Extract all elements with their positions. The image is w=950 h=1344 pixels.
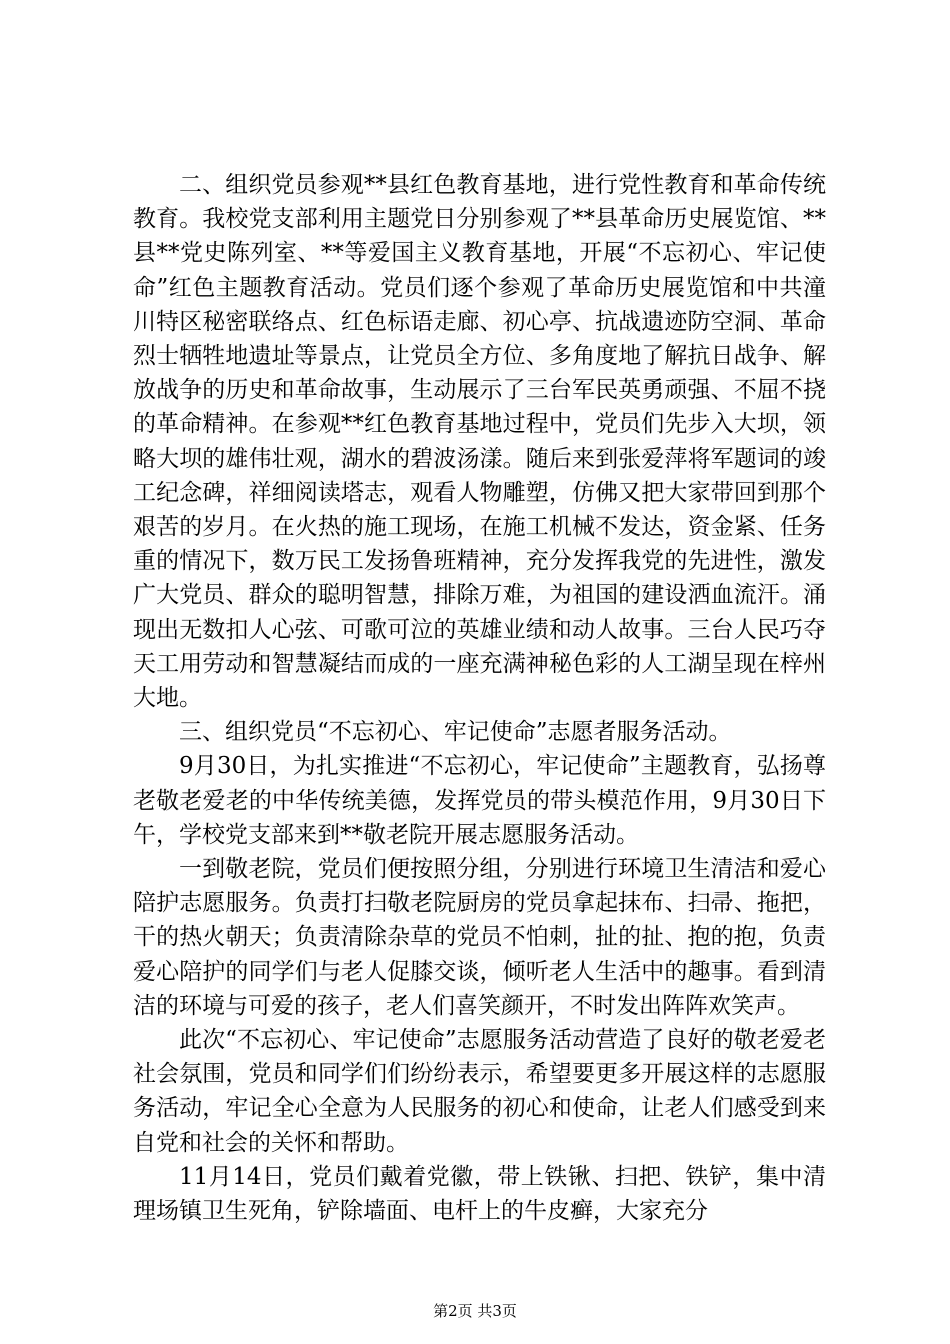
paragraph-volunteer-heading: 三、组织党员“不忘初心、牢记使命”志愿者服务活动。 — [179, 719, 732, 746]
paragraph-nursing-home-service: 一到敬老院，党员们便按照分组，分别进行环境卫生清洁和爱心陪护志愿服务。负责打扫敬老院厨房的党员拿起抹布、扫帚、拖把，干的热火朝天；负责清除杂草的党员不怕刺，扯的扯、抱的抱，负责爱心陪护的同学们与老人促膝交谈，倾听老人生活中的趣事。看到清洁的环境与可爱的孩子，老人们喜笑颜开，不时发出阵阵欢笑声。 — [133, 856, 826, 1019]
paragraph-nov-14-cleanup: 11月14日，党员们戴着党徽，带上铁锹、扫把、铁铲，集中清理场镇卫生死角，铲除墙面、电杆上的牛皮癣，大家充分 — [133, 1163, 826, 1225]
paragraph-red-education-visit: 二、组织党员参观**县红色教育基地，进行党性教育和革命传统教育。我校党支部利用主题党日分别参观了**县革命历史展览馆、**县**党史陈列室、**等爱国主义教育基地，开展“不忘初心、牢记使命”红色主题教育活动。党员们逐个参观了革命历史展览馆和中共潼川特区秘密联络点、红色标语走廊、初心亭、抗战遗迹防空洞、革命烈士牺牲地遗址等景点，让党员全方位、多角度地了解抗日战争、解放战争的历史和革命故事，生动展示了三台军民英勇顽强、不屈不挠的革命精神。在参观**红色教育基地过程中，党员们先步入大坝，领略大坝的雄伟壮观，湖水的碧波汤漾。随后来到张爱萍将军题词的竣工纪念碑，祥细阅读塔志，观看人物雕塑，仿佛又把大家带回到那个艰苦的岁月。在火热的施工现场，在施工机械不发达，资金紧、任务重的情况下，数万民工发扬鲁班精神，充分发挥我党的先进性，激发广大党员、群众的聪明智慧，排除万难，为祖国的建设洒血流汗。涌现出无数扣人心弦、可歌可泣的英雄业绩和动人故事。三台人民巧夺天工用劳动和智慧凝结而成的一座充满神秘色彩的人工湖呈现在梓州大地。 — [133, 172, 826, 712]
paragraph-sept-30-activity: 9月30日，为扎实推进“不忘初心，牢记使命”主题教育，弘扬尊老敬老爱老的中华传统美德，发挥党员的带头模范作用，9月30日下午，学校党支部来到**敬老院开展志愿服务活动。 — [133, 753, 826, 848]
paragraph-activity-summary: 此次“不忘初心、牢记使命”志愿服务活动营造了良好的敬老爱老社会氛围，党员和同学们们纷纷表示，希望要更多开展这样的志愿服务活动，牢记全心全意为人民服务的初心和使命，让老人们感受到来自党和社会的关怀和帮助。 — [133, 1027, 826, 1156]
document-body — [133, 168, 826, 1228]
page-number-footer: 第2页 共3页 — [433, 1302, 517, 1320]
